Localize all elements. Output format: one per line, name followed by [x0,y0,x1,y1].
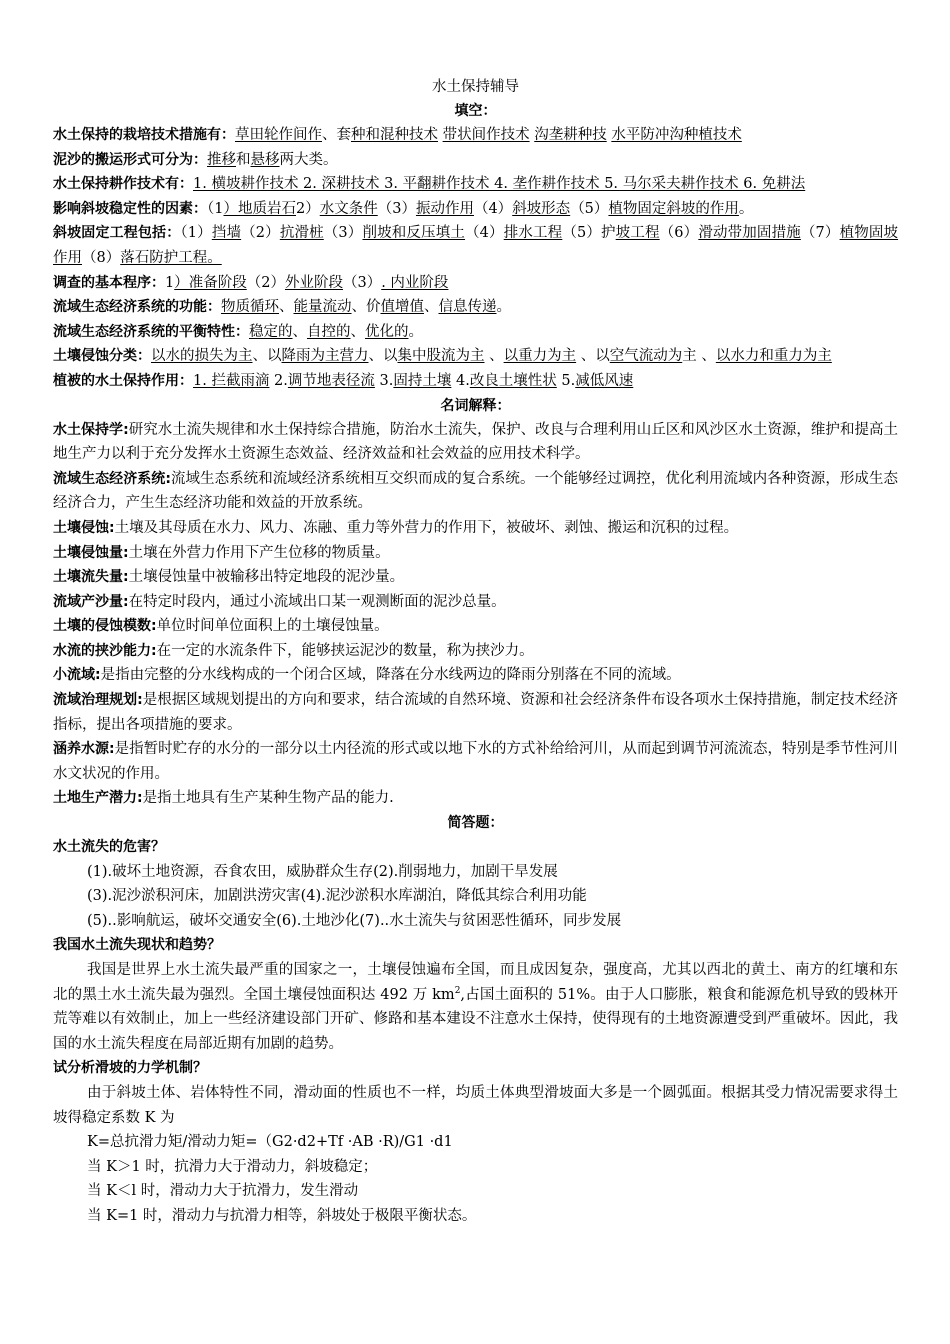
question-title: 水土流失的危害？ [53,839,165,856]
fill-answer: ）地质岩石 [223,200,296,217]
fill-answer: 挡墙 [211,225,242,242]
term-item [53,688,898,737]
term-definition: 在一定的水流条件下，能够挟运泥沙的数量，称为挟沙力。 [156,642,534,659]
fill-text: 。 [408,323,423,340]
fill-label: 斜坡固定工程包括： [53,225,181,242]
fill-item [53,344,898,369]
fill-answer: 以水力和重力为主 [715,348,832,365]
fill-answer: 外业阶段 [284,274,343,291]
fill-item [53,197,898,222]
fill-label: 水土保持的栽培技术措施有： [53,127,235,143]
fill-text: 、以 [576,348,610,365]
fill-answer: 坡工程 [615,225,660,242]
term-label: 流域产沙量: [53,593,129,610]
answer-line: (3).泥沙淤积河床，加剧洪涝灾害(4).泥沙淤积水库湖泊，降低其综合利用功能 [87,888,587,905]
fill-answer: 排水工程 [503,225,563,242]
answer-paragraph [53,958,898,1056]
fill-text: 、以 [252,348,282,365]
fill-text: （1） [180,225,212,242]
fill-item [53,295,898,320]
fill-item [53,221,898,270]
fill-text: 、 [292,323,307,340]
fill-text: （3） [377,200,416,217]
fill-text: 、 [279,299,294,316]
fill-answer: . 内业阶段 [381,274,449,291]
term-label: 流域生态经济系统: [53,470,171,487]
fill-text: 、价 [351,299,381,316]
term-item [53,737,898,786]
term-definition: 土壤及其母质在水力、风力、冻融、重力等外营力的作用下，被破坏、剥蚀、搬运和沉积的过程。 [114,519,739,536]
fill-answer: 悬移 [250,151,280,168]
term-item [53,663,898,688]
fill-answer: 减低风速 [575,372,634,389]
terms-section-heading: 名词解释： [440,397,511,414]
fill-text: 、以 [368,348,398,365]
term-definition: 是指暂时贮存的水分的一部分以土内径流的形式或以地下水的方式补给给河川，从而起到调节河流流态，特别是季节性河川水文状况的作用。 [53,741,898,782]
term-label: 土地生产潜力: [53,790,143,807]
term-label: 小流域: [53,667,101,684]
fill-label: 流域生态经济系统的功能： [53,299,221,316]
fill-answer: 空气流动为 [609,348,683,365]
fill-label: 植被的水土保持作用： [53,372,193,389]
answer-text: 我国是世界上水土流失最严重的国家之一，土壤侵蚀遍布全国，而且成因复杂，强度高，尤其以西北的黄土、南方的红壤和东北的黑土水土流失最为强烈。全国土壤侵蚀面积达 492 万 km [53,962,898,1003]
fill-answer: 改良土壤性状 [469,372,557,389]
term-item [53,590,898,615]
term-item [53,516,898,541]
term-definition: 土壤在外营力作用下产生位移的物质量。 [128,544,390,561]
fill-answer: 带状间作技术 [442,127,530,143]
fill-text: 2. [269,372,288,389]
term-definition: 研究水土流失规律和水土保持综合措施，防治水土流失，保护、改良与合理利用山丘区和风沙区水土资源，维护和提高土地生产力以利于充分发挥水土资源生态效益、经济效益和社会效益的应用技术科学。 [53,421,898,463]
answer-line: 当 K＞1 时，抗滑力大于滑动力，斜坡稳定； [87,1158,378,1175]
fill-list [53,123,898,394]
fill-answer: 水文条件 [319,200,378,217]
fill-answer: 信息传递 [438,299,497,316]
fill-answer: ）准备阶段 [174,274,247,291]
fill-text: （2） [241,225,280,242]
fill-text: 主 、 [682,348,716,365]
fill-answer: 以重力为主 [503,348,577,365]
term-item [53,541,898,566]
fill-answer: 种和混种技术 [351,127,438,143]
fill-answer: 削坡和反压填土 [362,225,466,242]
fill-text: （6） [659,225,699,242]
fill-answer: 调节地表径流 [287,372,375,389]
term-definition: 是指由完整的分水线构成的一个闭合区域，降落在分水线两边的降雨分别落在不同的流域。 [100,667,681,684]
term-label: 土壤的侵蚀模数: [53,618,157,635]
fill-text: 。 [738,200,754,217]
fill-answer: 优化的 [365,323,409,340]
fill-answer: 斜坡形态 [512,200,571,217]
fill-text: （8） [82,249,121,266]
fill-item [53,320,898,345]
fill-item [53,172,898,197]
fill-text: （5） [570,200,609,217]
fill-answer: 降雨为主营力 [281,348,369,365]
answer-text: ,占国土面积的 51%。由于人口膨胀，粮食和能源危机导致的毁林开荒等难以有效制止，加上一些经济建设部门开矿、修路和基本建设不注意水土保持，使得现有的土地资源遭受到严重破坏。因此，我国的水土流失程度在局部近期有加剧的趋势。 [53,986,898,1052]
fill-answer: 以水的损失为主 [151,348,253,365]
fill-label: 泥沙的搬运形式可分为： [53,151,207,168]
fill-text: （1 [207,200,224,217]
fill-text: （7） [800,225,840,242]
fill-item [53,271,898,296]
term-item [53,786,898,811]
term-label: 涵养水源: [53,741,115,758]
term-label: 土壤流失量: [53,569,129,586]
fill-item [53,123,898,148]
fill-text: （3） [342,274,382,291]
term-label: 水土保持学: [53,421,129,438]
term-definition: 土壤侵蚀量中被输移出特定地段的泥沙量。 [128,569,405,586]
term-label: 水流的挟沙能力: [53,642,157,659]
term-definition: 流域生态系统和流域经济系统相互交织而成的复合系统。一个能够经过调控，优化利用流域内各种资源，形成生态经济合力，产生生态经济功能和效益的开放系统。 [53,470,898,512]
term-definition: 在特定时段内，通过小流域出口某一观测断面的泥沙总量。 [128,593,506,610]
document-page [53,75,898,1229]
term-item [53,565,898,590]
answer-line: (5)..影响航运，破坏交通安全(6).土地沙化(7)..水土流失与贫困恶性循环，同步发展 [87,912,622,929]
fill-label: 影响斜坡稳定性的因素： [53,200,207,217]
fill-text: 5. [556,372,576,389]
fill-label: 流域生态经济系统的平衡特性： [53,323,249,340]
term-item [53,467,898,516]
fill-answer: 物质循环 [221,299,279,316]
fill-text: 、 [350,323,365,340]
fill-answer: 抗滑桩 [279,225,324,242]
fill-text: （5）护 [562,225,616,242]
term-item [53,639,898,664]
fill-answer: 滑动带加固措施 [698,225,801,242]
fill-answer: 草田轮作间作 [235,127,322,143]
superscript: 2 [454,985,461,996]
fill-answer: 固持土壤 [393,372,452,389]
fill-label: 调查的基本程序： [53,274,165,291]
fill-text: 和 [236,151,251,168]
fill-answer: 集中股流为主 [397,348,485,365]
fill-text: （3） [323,225,363,242]
fill-label: 土壤侵蚀分类： [53,348,151,365]
fill-text: 4. [451,372,470,389]
fill-answer: 1. 拦截雨滴 [193,372,270,389]
qa-section-heading: 简答题： [447,815,504,832]
answer-paragraph: 由于斜坡土体、岩体特性不同，滑动面的性质也不一样，均质土体典型滑坡面大多是一个圆弧面。根据其受力情况需要求得土坡得稳定系数 K 为 [53,1084,898,1126]
fill-answer: 自控的 [307,323,351,340]
fill-answer: 能量流动 [293,299,352,316]
terms-list [53,418,898,812]
fill-label: 水土保持耕作技术有： [53,176,193,193]
answer-line: 当 K＜l 时，滑动力大于抗滑力，发生滑动 [87,1183,359,1200]
fill-answer: 推移 [207,151,236,168]
fill-text: 3. [374,372,394,389]
fill-text: 、 [424,299,439,316]
fill-text: （4） [473,200,513,217]
term-definition: 单位时间单位面积上的土壤侵蚀量。 [156,618,389,635]
fill-answer: 水平防冲沟种植技术 [611,127,742,143]
answer-line: 当 K=1 时，滑动力与抗滑力相等，斜坡处于极限平衡状态。 [87,1207,477,1224]
fill-text: （4） [465,225,504,242]
formula-line: K=总抗滑力矩/滑动力矩=（G2·d2+Tf ·AB ·R)/G1 ·d1 [87,1134,453,1151]
fill-answer: 落石防护工程。 [120,249,222,266]
fill-answer: 植物固定斜坡的作用 [608,200,739,217]
fill-section-heading: 填空： [454,103,497,119]
fill-text: 2） [295,200,320,217]
term-label: 流域治理规划: [53,692,143,709]
term-item [53,614,898,639]
term-label: 土壤侵蚀量: [53,544,129,561]
question-title: 试分析滑坡的力学机制？ [53,1060,207,1077]
fill-item [53,148,898,173]
fill-answer: 振动作用 [415,200,474,217]
fill-answer: 值增值 [380,299,424,316]
fill-text: 。 [496,299,511,316]
fill-text: 、套 [322,127,351,143]
fill-answer: 沟垄耕种技 [534,127,607,143]
term-definition: 是根据区域规划提出的方向和要求，结合流域的自然环境、资源和社会经济条件布设各项水土保持措施，制定技术经济指标，提出各项措施的要求。 [53,692,898,733]
term-definition: 是指土地具有生产某种生物产品的能力. [142,790,394,807]
fill-answer: 稳定的 [249,323,293,340]
fill-text: 两大类。 [279,151,338,168]
term-label: 土壤侵蚀: [53,519,115,536]
fill-item [53,369,898,394]
fill-text: （2） [246,274,285,291]
term-item [53,418,898,467]
document-title: 水土保持辅导 [432,79,519,95]
answer-line: (1).破坏土地资源，吞食农田，威胁群众生存(2).削弱地力，加剧干旱发展 [87,863,558,880]
fill-text: 1 [165,274,175,291]
fill-answer: 植物固坡作用 [53,225,899,266]
question-title: 我国水土流失现状和趋势？ [53,937,221,954]
fill-answer: 1. 横坡耕作技术 2. 深耕技术 3. 平翻耕作技术 4. 垄作耕作技术 5. 马尔采夫耕作技术 6. 免耕法 [193,176,806,193]
fill-text: 、 [484,348,504,365]
